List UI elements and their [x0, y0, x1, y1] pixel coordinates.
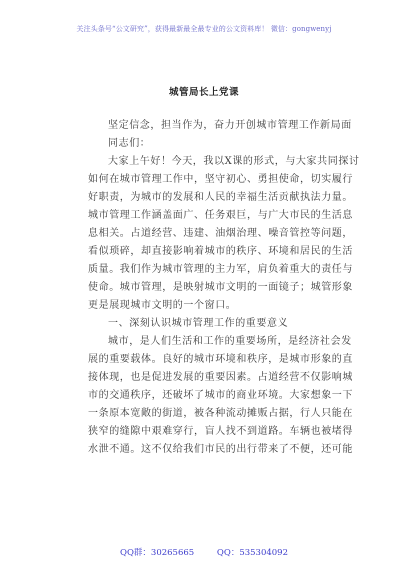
body-line: 使命。城市管理，是映射城市文明的一面镜子；城管形象 [88, 282, 353, 293]
body-line: 接体现，也是促进发展的重要因素。占道经营不仅影响城 [88, 372, 353, 383]
body-line: 大家上午好！今天，我以X课的形式，与大家共同探讨 [108, 156, 360, 167]
footer-contact [0, 546, 408, 558]
body-line: 如何在城市管理工作中，坚守初心、勇担使命，切实履行 [88, 174, 353, 185]
body-line: 展的重要载体。良好的城市环境和秩序，是城市形象的直 [88, 354, 353, 365]
body-line: 息相关。占道经营、违建、油烟治理、噪音管控等问题， [88, 228, 353, 239]
body-line: 一条原本宽敞的街道，被各种流动摊贩占据，行人只能在 [88, 408, 353, 419]
footer-qq-number: QQ：535304092 [216, 548, 288, 558]
body-line: 水泄不通。这不仅给我们市民的出行带来了不便，还可能 [88, 444, 353, 455]
body-line: 狭窄的缝隙中艰难穿行，盲人找不到道路。车辆也被堵得 [88, 426, 353, 437]
body-line: 城市管理工作涵盖面广、任务艰巨，与广大市民的生活息 [88, 210, 353, 221]
body-line: 好职责，为城市的发展和人民的幸福生活贡献执法力量。 [88, 192, 353, 203]
header-promo-note: 关注头条号“公文研究”，获得最新最全最专业的公文资料库！ 微信：gongwenyj [76, 25, 332, 33]
document-title: 城管局长上党课 [168, 87, 239, 98]
body-line: 更是展现城市文明的一个窗口。 [88, 300, 237, 311]
body-line: 市的交通秩序，还破坏了城市的商业环境。大家想象一下 [88, 390, 353, 401]
body-line: 质量。我们作为城市管理的主力军，肩负着重大的责任与 [88, 264, 353, 275]
body-line: 坚定信念，担当作为，奋力开创城市管理工作新局面 [108, 120, 352, 131]
body-line: 看似琐碎，却直接影响着城市的秩序、环境和居民的生活 [88, 246, 353, 257]
footer-qq-group: QQ群：30265665 [119, 548, 195, 558]
body-line: 同志们： [108, 138, 151, 149]
section-heading: 一、深刻认识城市管理工作的重要意义 [108, 318, 289, 329]
document-body [88, 117, 360, 459]
body-line: 城市，是人们生活和工作的重要场所，是经济社会发 [108, 336, 352, 347]
